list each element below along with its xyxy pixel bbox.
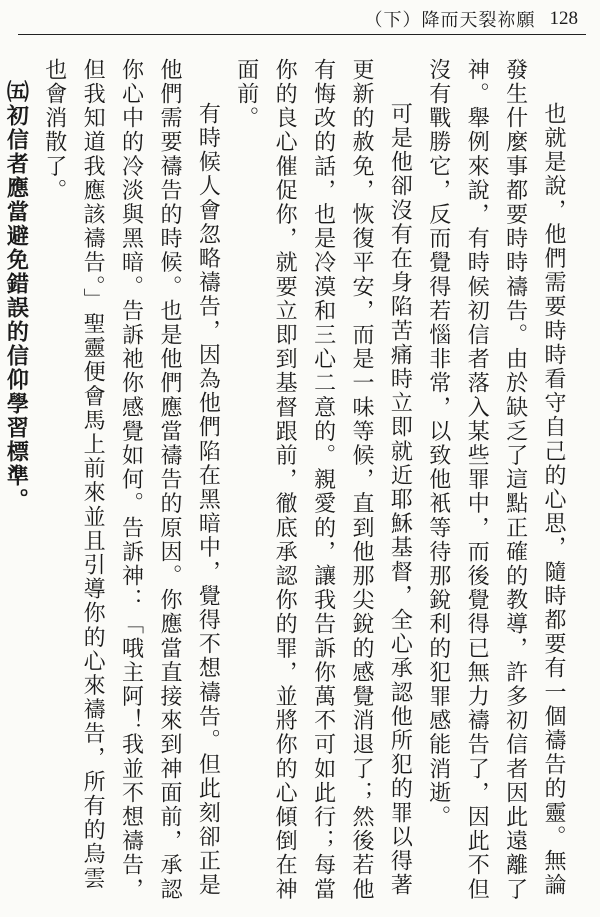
page-number: 128: [549, 8, 578, 29]
chapter-title: （下）降而天裂祢願: [364, 10, 536, 31]
vertical-body-text: [3, 58, 572, 908]
paragraph-2: 可是他卻沒有在身陷苦痛時立即就近耶穌基督，全心承認他所犯的罪以得著更新的赦免，恢復平安，而是一味等候，直到他那尖銳的感覺消退了；然後若他有悔改的話，也是冷漠和三心二意的。親愛的，讓我告訴你萬不可如此行；每當你的良心催促你，就要立即到基督跟前，徹底承認你的罪，並將你的心傾倒在神面前。: [233, 58, 413, 902]
running-header: [365, 6, 579, 32]
paragraph-3: 有時候人會忽略禱告，因為他們陷在黑暗中，覺得不想禱告。但此刻卻正是他們需要禱告的時候。也是他們應當禱告的原因。你應當直接來到神面前，承認你心中的冷淡與黑暗。告訴祂你感覺如何。告訴神：「哦主阿！我並不想禱告，但我知道我應該禱告。」聖靈便會馬上前來並且引導你的心來禱告，所有的烏雲也會消散了。: [41, 58, 221, 902]
section-heading: ㈤初信者應當避免錯誤的信仰學習標準。: [3, 80, 29, 512]
paragraph-1: 也就是說，他們需要時時看守自己的心思，隨時都要有一個禱告的靈。無論發生什麼事都要時時禱告。由於缺乏了這點正確的教導，許多初信者因此遠離了神。舉例來說，有時候初信者落入某些罪中，而後覺得已無力禱告了，因此不但沒有戰勝它，反而覺得若惱非常，以致他衹等待那銳利的犯罪感能消逝。: [425, 58, 566, 902]
header-divider: [18, 34, 586, 35]
